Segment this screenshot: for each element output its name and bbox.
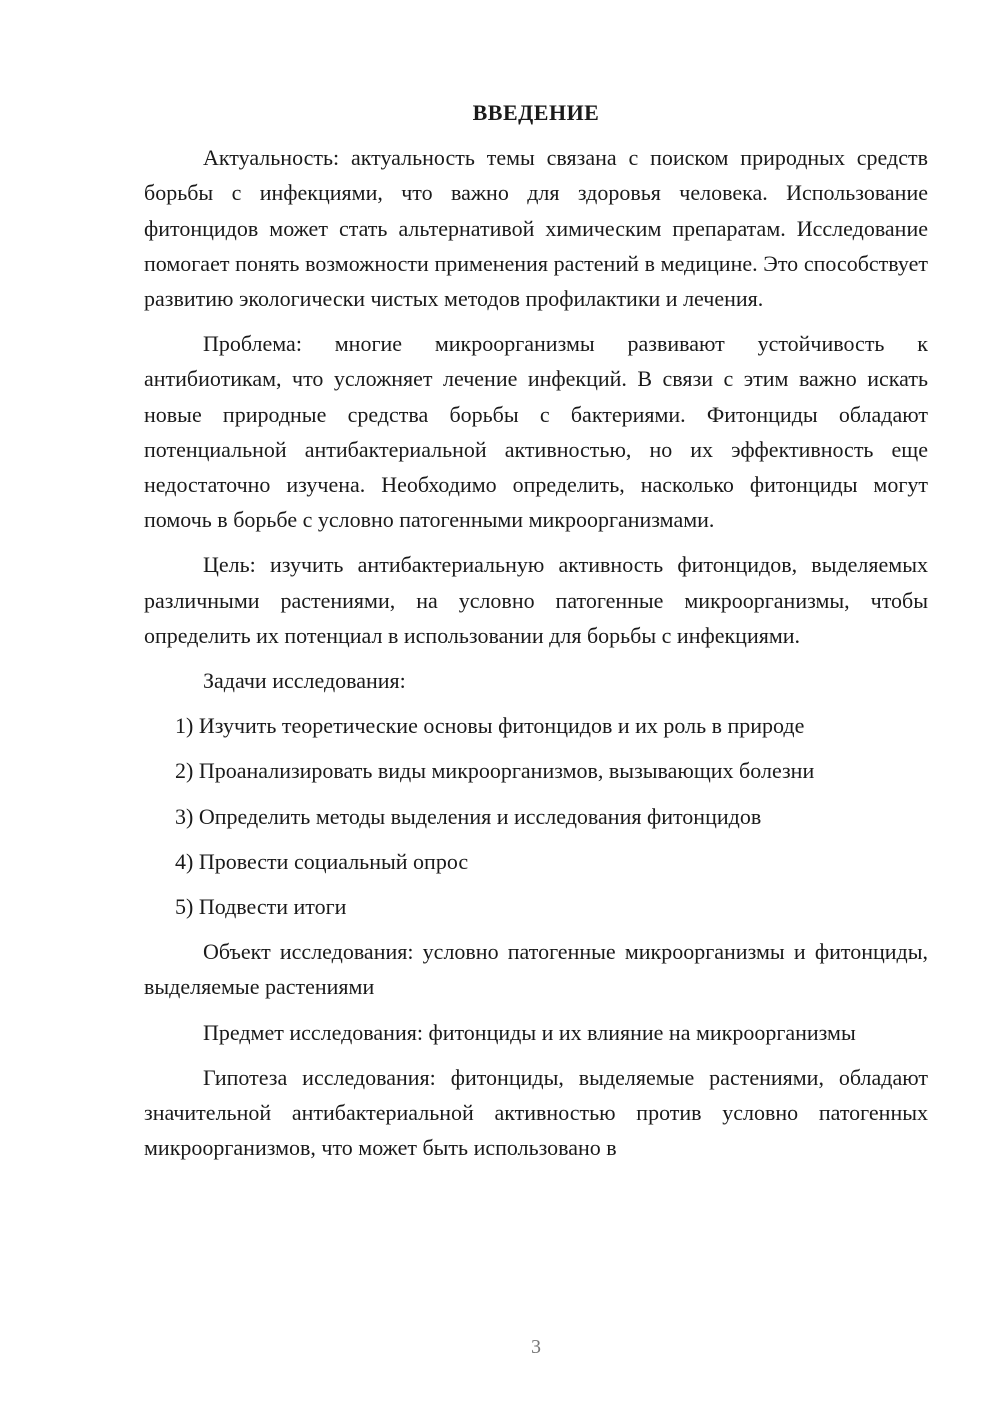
- task-item: 2) Проанализировать виды микроорганизмов, вызывающих болезни: [175, 758, 815, 784]
- tasks-list: [144, 708, 928, 924]
- task-item: 5) Подвести итоги: [175, 894, 347, 920]
- subject-paragraph: Предмет исследования: фитонциды и их влияние на микроорганизмы: [203, 1019, 856, 1045]
- object-paragraph: Объект исследования: условно патогенные микроорганизмы и фитонциды, выделяемые растениями: [144, 939, 928, 1000]
- relevance-paragraph: Актуальность: актуальность темы связана с поиском природных средств борьбы с инфекциями, что важно для здоровья человека. Использование фитонцидов может стать альтернативой химическим препаратам. Исследование помогает понять возможности применения растений в медицине. Это способствует развитию экологически чистых методов профилактики и лечения.: [144, 145, 928, 312]
- task-item: 4) Провести социальный опрос: [175, 848, 469, 874]
- section-title: ВВЕДЕНИЕ: [472, 100, 600, 125]
- hypothesis-paragraph: Гипотеза исследования: фитонциды, выделяемые растениями, обладают значительной антибактериальной активностью против условно патогенных микроорганизмов, что может быть использовано в: [144, 1064, 928, 1161]
- document-page: [144, 95, 928, 1175]
- task-item: 1) Изучить теоретические основы фитонцидов и их роль в природе: [175, 713, 805, 739]
- goal-paragraph: Цель: изучить антибактериальную активность фитонцидов, выделяемых различными растениями, на условно патогенные микроорганизмы, чтобы определить их потенциал в использовании для борьбы с инфекциями.: [144, 552, 928, 648]
- tasks-heading: Задачи исследования:: [203, 668, 406, 694]
- problem-paragraph: Проблема: многие микроорганизмы развивают устойчивость к антибиотикам, что усложняет лечение инфекций. В связи с этим важно искать новые природные средства борьбы с бактериями. Фитонциды обладают потенциальной антибактериальной активностью, но их эффективность еще недостаточно изучена. Необходимо определить, насколько фитонциды могут помочь в борьбе с условно патогенными микроорганизмами.: [144, 331, 928, 533]
- task-item: 3) Определить методы выделения и исследования фитонцидов: [175, 803, 762, 829]
- page-number: 3: [531, 1336, 541, 1358]
